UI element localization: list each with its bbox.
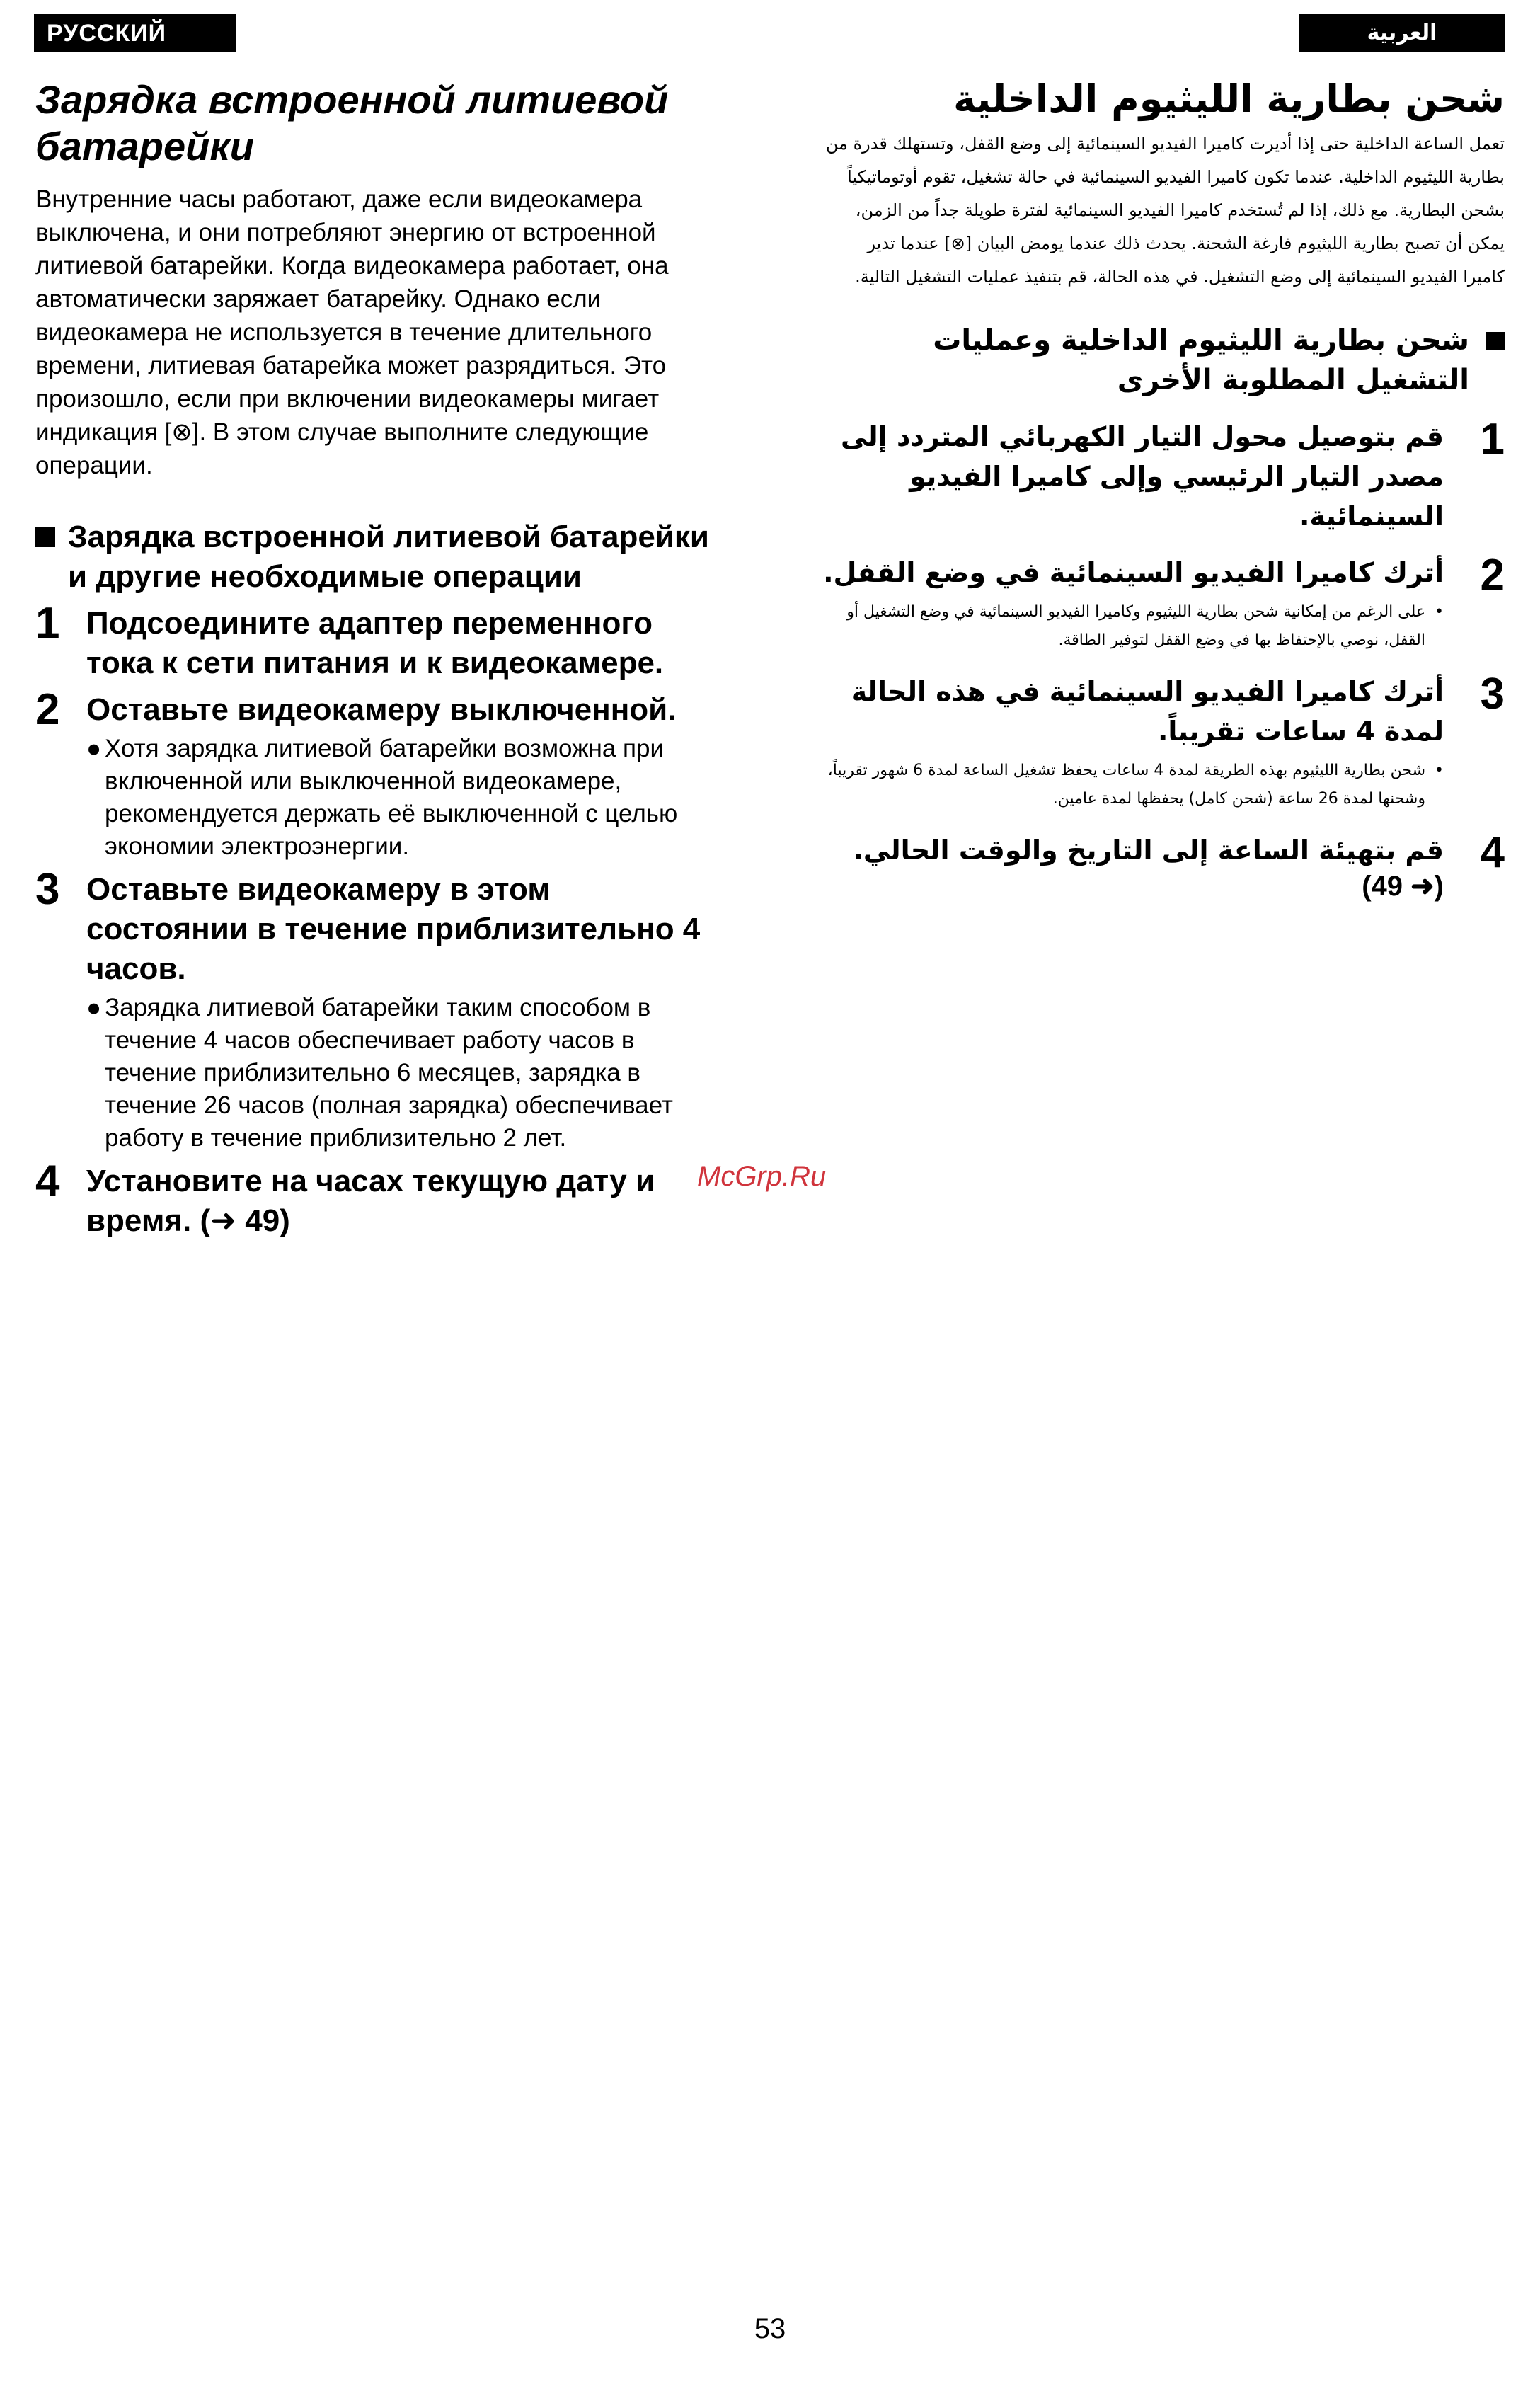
- ru-step-4: [35, 1157, 715, 1241]
- ru-step-number: 1: [35, 599, 60, 648]
- ru-step-3: [35, 865, 715, 1154]
- arabic-language-tab: العربية: [1299, 14, 1505, 52]
- ru-step-note-text: Зарядка литиевой батарейки таким способом в течение 4 часов обеспечивает работу часов в течение приблизительно 6 месяцев, зарядка в течение 26 часов (полная зарядка) обеспечивает работу в течение приблизительно 2 лет.: [105, 994, 673, 1152]
- ar-step-1: [821, 417, 1505, 536]
- square-bullet-icon: [1486, 332, 1505, 350]
- ar-step-note: [821, 598, 1444, 655]
- russian-language-tab: РУССКИЙ ЯЗЫК: [34, 14, 236, 52]
- ar-step-2: [821, 553, 1505, 655]
- bullet-dot-icon: ●: [86, 735, 102, 762]
- ru-step-note: [86, 992, 715, 1154]
- ar-step-4: [821, 830, 1505, 902]
- ru-step-note: [86, 733, 715, 863]
- ru-step-2: [35, 685, 715, 863]
- ru-intro-paragraph: Внутренние часы работают, даже если видеокамера выключена, и они потребляют энергию от встроенной литиевой батарейки. Когда видеокамера работает, она автоматически заряжает батарейку. Однако если видеокамера не используется в течение длительного времени, литиевая батарейка может разрядиться. Это произошло, если при включении видеокамеры мигает индикация [⊗]. В этом случае выполните следующие операции.: [35, 185, 669, 479]
- ar-step-text: قم بتوصيل محول التيار الكهربائي المتردد إلى مصدر التيار الرئيسي وإلى كاميرا الفيديو السينمائية.: [840, 421, 1444, 532]
- ar-step-text: قم بتهيئة الساعة إلى التاريخ والوقت الحالي.: [853, 835, 1444, 866]
- bullet-dot-icon: ●: [86, 994, 102, 1021]
- ar-step-page-reference: (➜ 49): [1362, 871, 1444, 902]
- ru-step-number: 4: [35, 1157, 60, 1205]
- ru-step-text: Установите на часах текущую дату и время. (➜ 49): [86, 1164, 655, 1238]
- square-bullet-icon: [35, 527, 55, 547]
- ar-page-title: شحن بطارية الليثيوم الداخلية: [953, 76, 1505, 121]
- ru-step-note-text: Хотя зарядка литиевой батарейки возможна при включенной или выключенной видеокамере, рекомендуется держать её выключенной с целью экономии электроэнергии.: [105, 735, 678, 860]
- ar-step-number: 2: [1480, 551, 1505, 600]
- ru-step-text: Подсоедините адаптер переменного тока к сети питания и к видеокамере.: [86, 606, 664, 680]
- ar-step-note: [821, 757, 1444, 813]
- ar-step-number: 3: [1480, 670, 1505, 718]
- ar-step-text: أترك كاميرا الفيديو السينمائية في هذه الحالة لمدة 4 ساعات تقريباً.: [851, 676, 1444, 747]
- ar-step-text: أترك كاميرا الفيديو السينمائية في وضع القفل.: [823, 557, 1444, 588]
- ar-intro-paragraph: تعمل الساعة الداخلية حتى إذا أديرت كاميرا الفيديو السينمائية إلى وضع القفل، وتستهلك قدرة من بطارية الليثيوم الداخلية. عندما تكون كاميرا الفيديو السينمائية في حالة تشغيل، تقوم أوتوماتيكياً بشحن البطارية. مع ذلك، إذا لم تُستخدم كاميرا الفيديو السينمائية لفترة طويلة جداً من الزمن، يمكن أن تصبح بطارية الليثيوم فارغة الشحنة. يحدث ذلك عندما يومض البيان [⊗] عندما تدير كاميرا الفيديو السينمائية إلى وضع التشغيل. في هذه الحالة، قم بتنفيذ عمليات التشغيل التالية.: [825, 134, 1505, 287]
- bullet-dot-icon: •: [1435, 603, 1444, 621]
- ar-section-heading: [821, 321, 1505, 400]
- ru-step-text: Оставьте видеокамеру в этом состоянии в течение приблизительно 4 часов.: [86, 872, 701, 986]
- ru-section-heading-text: Зарядка встроенной литиевой батарейки и другие необходимые операции: [68, 520, 709, 594]
- arabic-column: [821, 71, 1505, 902]
- ru-step-text: Оставьте видеокамеру выключенной.: [86, 692, 677, 727]
- ru-page-title: Зарядка встроенной литиевой батарейки: [35, 77, 669, 168]
- bullet-dot-icon: •: [1435, 762, 1444, 779]
- ar-step-number: 1: [1480, 415, 1505, 464]
- ar-section-heading-text: شحن بطارية الليثيوم الداخلية وعمليات التشغيل المطلوبة الأخرى: [933, 324, 1469, 396]
- russian-column: [35, 76, 715, 1241]
- ru-step-1: [35, 599, 715, 683]
- ar-step-note-text: شحن بطارية الليثيوم بهذه الطريقة لمدة 4 ساعات يحفظ تشغيل الساعة لمدة 6 شهور تقريباً، وشحنها لمدة 26 ساعة (شحن كامل) يحفظها لمدة عامين.: [827, 762, 1425, 808]
- ar-step-note-text: على الرغم من إمكانية شحن بطارية الليثيوم وكاميرا الفيديو السينمائية في وضع التشغيل أو القفل، نوصي بالإحتفاظ بها في وضع القفل لتوفير الطاقة.: [846, 603, 1425, 649]
- ru-step-number: 3: [35, 865, 60, 914]
- ru-step-number: 2: [35, 685, 60, 734]
- ru-section-heading: [35, 517, 715, 597]
- ar-step-3: [821, 672, 1505, 813]
- ar-step-number: 4: [1480, 828, 1505, 877]
- page-number: 53: [754, 2313, 786, 2344]
- watermark-text: McGrp.Ru: [697, 1161, 827, 1192]
